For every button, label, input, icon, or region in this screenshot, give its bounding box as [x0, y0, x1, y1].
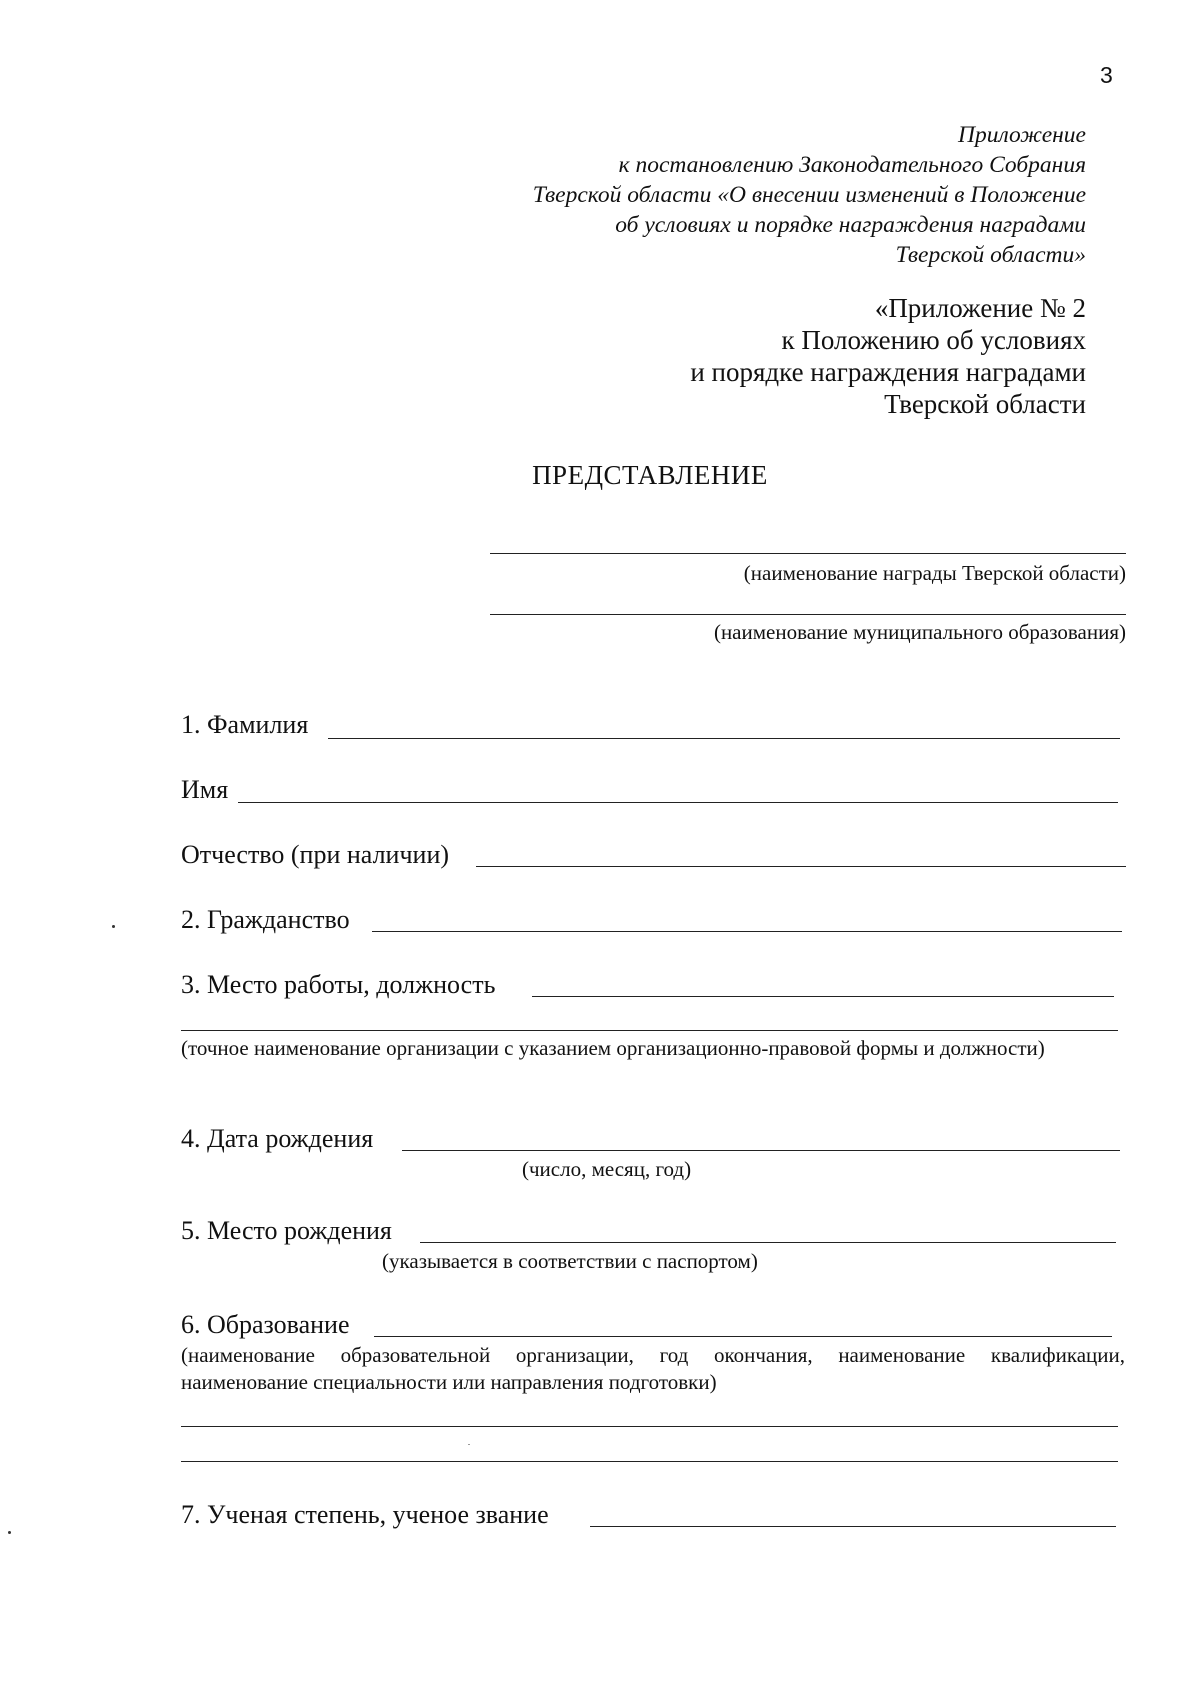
- annex-main: [486, 292, 1086, 420]
- annex-main-line: Тверской области: [884, 389, 1086, 419]
- education-label: 6. Образование: [181, 1310, 350, 1339]
- birth-place-label: 5. Место рождения: [181, 1216, 392, 1245]
- scan-mark: [112, 925, 115, 928]
- workplace-label: 3. Место работы, должность: [181, 970, 496, 999]
- education-line-2[interactable]: [181, 1426, 1118, 1427]
- annex-header-line: к постановлению Законодательного Собрания: [618, 152, 1086, 178]
- patronymic-line[interactable]: [476, 866, 1126, 867]
- annex-header-line: об условиях и порядке награждения наградами: [615, 212, 1086, 238]
- municipality-line[interactable]: [490, 614, 1126, 615]
- education-line[interactable]: [374, 1336, 1112, 1337]
- degree-label: 7. Ученая степень, ученое звание: [181, 1500, 549, 1529]
- award-name-line[interactable]: [490, 553, 1126, 554]
- surname-label: 1. Фамилия: [181, 710, 309, 739]
- education-caption: (наименование образовательной организации, год окончания, наименование квалификации, наименование специальности или направления подготовки): [181, 1343, 1125, 1394]
- degree-line[interactable]: [590, 1526, 1116, 1527]
- annex-main-line: «Приложение № 2: [874, 293, 1086, 323]
- workplace-line-2[interactable]: [181, 1030, 1118, 1031]
- surname-line[interactable]: [328, 738, 1120, 739]
- annex-header-line: Приложение: [958, 122, 1086, 148]
- annex-main-line: и порядке награждения наградами: [690, 357, 1086, 387]
- name-label: Имя: [181, 775, 229, 804]
- annex-main-line: к Положению об условиях: [781, 325, 1086, 355]
- name-line[interactable]: [238, 802, 1118, 803]
- birth-date-line[interactable]: [402, 1150, 1120, 1151]
- birth-date-label: 4. Дата рождения: [181, 1124, 374, 1153]
- annex-header-line: Тверской области»: [895, 242, 1086, 268]
- birth-date-caption: (число, месяц, год): [522, 1157, 692, 1181]
- citizenship-label: 2. Гражданство: [181, 905, 350, 934]
- scan-mark: [468, 1444, 470, 1445]
- workplace-line[interactable]: [532, 996, 1114, 997]
- birth-place-line[interactable]: [420, 1242, 1116, 1243]
- citizenship-line[interactable]: [372, 931, 1122, 932]
- award-name-caption: (наименование награды Тверской области): [743, 561, 1126, 585]
- document-title: ПРЕДСТАВЛЕНИЕ: [532, 460, 768, 490]
- workplace-caption: (точное наименование организации с указанием организационно-правовой формы и должности): [181, 1036, 1045, 1060]
- annex-header-line: Тверской области «О внесении изменений в Положение: [532, 182, 1086, 208]
- education-line-3[interactable]: [181, 1461, 1118, 1462]
- page-number: 3: [1100, 62, 1113, 88]
- scan-mark: [8, 1531, 11, 1534]
- birth-place-caption: (указывается в соответствии с паспортом): [382, 1249, 758, 1273]
- municipality-caption: (наименование муниципального образования): [713, 620, 1126, 644]
- annex-header: [386, 120, 1086, 270]
- patronymic-label: Отчество (при наличии): [181, 840, 450, 869]
